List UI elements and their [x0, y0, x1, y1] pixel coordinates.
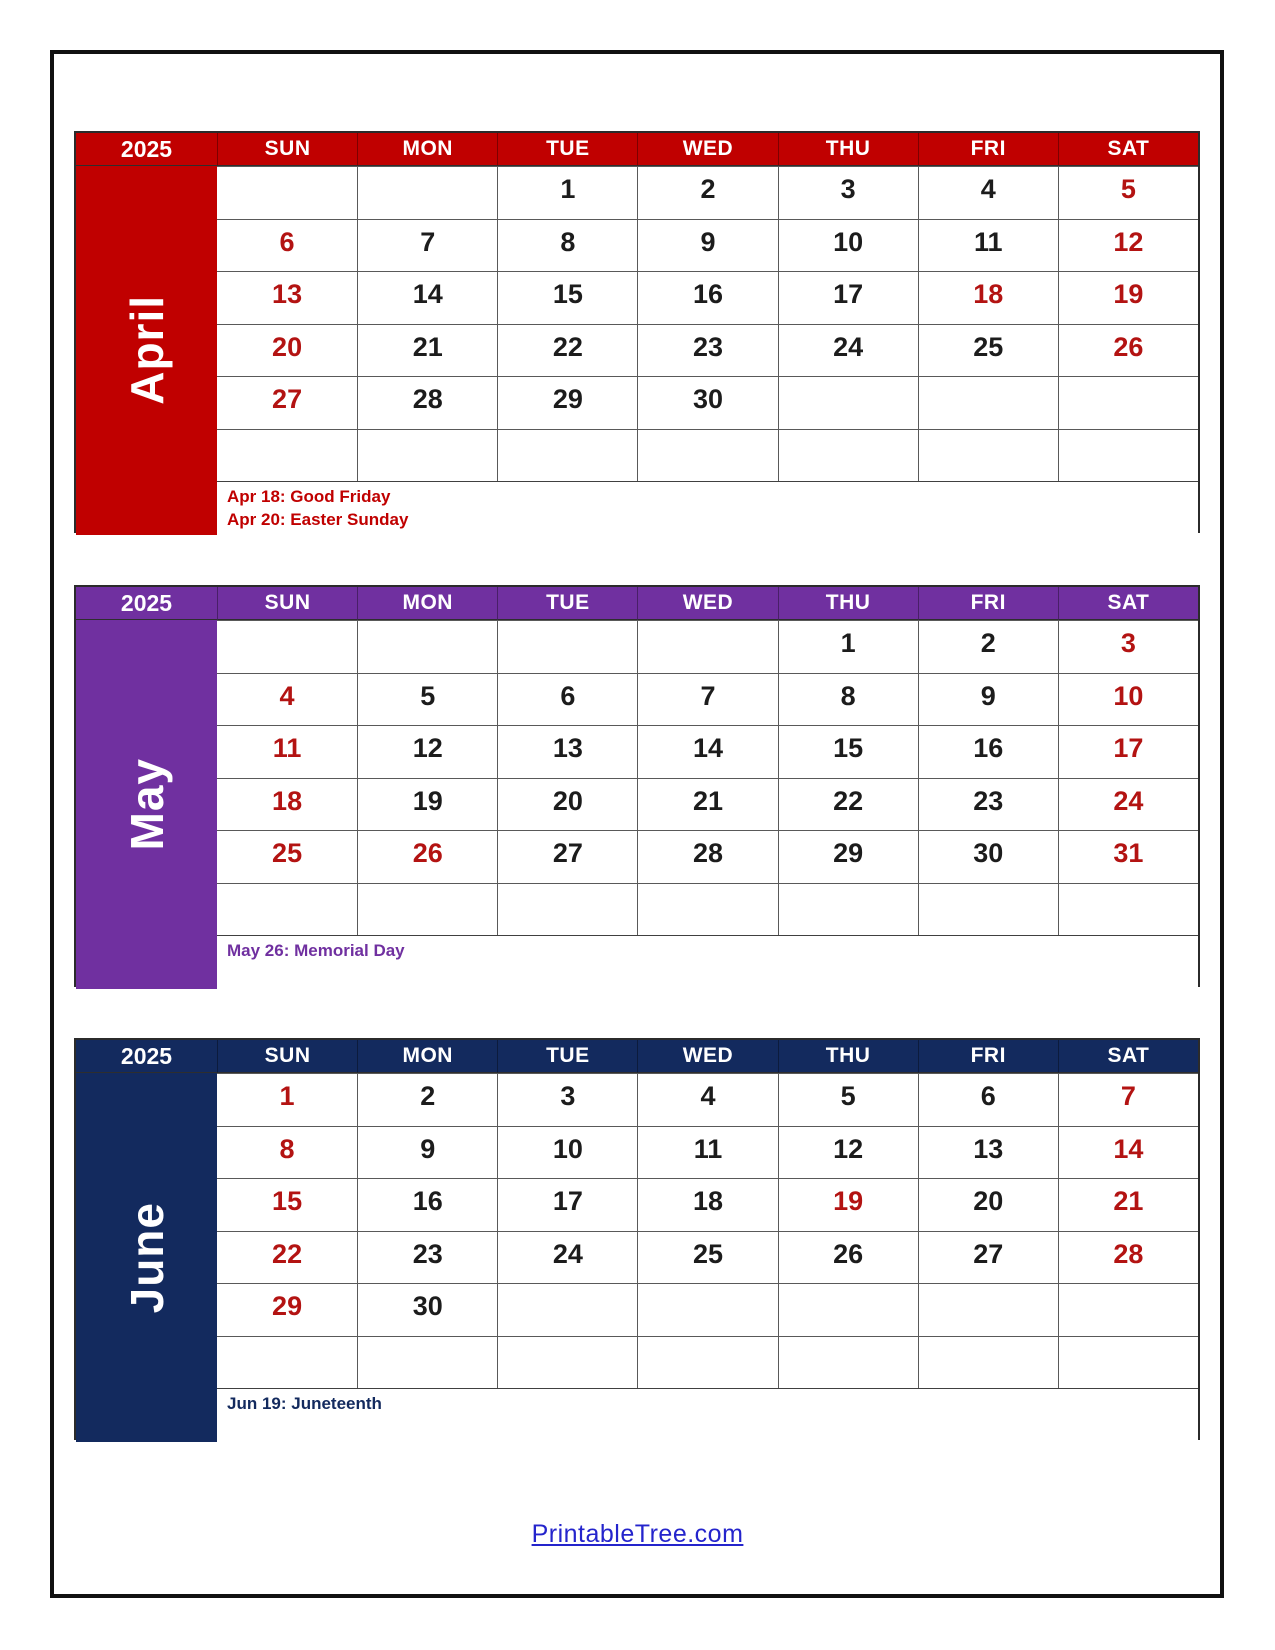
date-cell: 15: [217, 1178, 357, 1231]
date-cell: 1: [217, 1073, 357, 1126]
date-cell: 23: [357, 1231, 497, 1284]
site-link[interactable]: PrintableTree.com: [531, 1520, 744, 1548]
date-cell: 1: [497, 166, 637, 219]
day-header-wed: WED: [637, 587, 777, 620]
date-cell: 29: [217, 1283, 357, 1336]
date-cell: 11: [918, 219, 1058, 272]
empty-date-cell: [918, 1283, 1058, 1336]
date-cell: 20: [918, 1178, 1058, 1231]
date-cell: 23: [637, 324, 777, 377]
date-cell: 28: [1058, 1231, 1198, 1284]
date-cell: 29: [778, 830, 918, 883]
date-cell: 4: [637, 1073, 777, 1126]
day-header-thu: THU: [778, 587, 918, 620]
calendar-april: [74, 131, 1200, 533]
date-cell: 23: [918, 778, 1058, 831]
date-cell: 5: [778, 1073, 918, 1126]
date-cell: 16: [918, 725, 1058, 778]
month-name: June: [120, 1201, 173, 1313]
date-cell: 22: [217, 1231, 357, 1284]
date-cell: 22: [778, 778, 918, 831]
date-cell: 9: [637, 219, 777, 272]
holiday-footer: [217, 935, 1198, 989]
date-cell: 15: [497, 271, 637, 324]
empty-date-cell: [637, 1283, 777, 1336]
date-cell: 30: [918, 830, 1058, 883]
calendar-june: [74, 1038, 1200, 1440]
date-cell: 21: [1058, 1178, 1198, 1231]
date-cell: 2: [357, 1073, 497, 1126]
date-cell: 5: [1058, 166, 1198, 219]
date-cell: 17: [497, 1178, 637, 1231]
empty-date-cell: [918, 376, 1058, 429]
empty-date-cell: [637, 429, 777, 482]
date-cell: 26: [1058, 324, 1198, 377]
date-cell: 11: [217, 725, 357, 778]
empty-date-cell: [778, 1336, 918, 1389]
date-cell: 6: [497, 673, 637, 726]
day-header-thu: THU: [778, 1040, 918, 1073]
date-cell: 21: [357, 324, 497, 377]
date-cell: 26: [778, 1231, 918, 1284]
holiday-entry: Apr 18: Good Friday: [227, 487, 391, 506]
empty-date-cell: [357, 1336, 497, 1389]
date-cell: 31: [1058, 830, 1198, 883]
day-header-tue: TUE: [497, 587, 637, 620]
day-header-mon: MON: [357, 1040, 497, 1073]
date-cell: 8: [217, 1126, 357, 1179]
empty-date-cell: [497, 620, 637, 673]
empty-date-cell: [918, 429, 1058, 482]
month-name: April: [120, 295, 173, 406]
date-cell: 10: [497, 1126, 637, 1179]
date-cell: 14: [637, 725, 777, 778]
date-cell: 3: [497, 1073, 637, 1126]
date-cell: 18: [918, 271, 1058, 324]
day-header-wed: WED: [637, 133, 777, 166]
footer: [0, 1520, 1275, 1549]
date-cell: 7: [1058, 1073, 1198, 1126]
day-header-tue: TUE: [497, 133, 637, 166]
empty-date-cell: [1058, 1283, 1198, 1336]
date-cell: 24: [1058, 778, 1198, 831]
day-header-mon: MON: [357, 587, 497, 620]
date-cell: 19: [357, 778, 497, 831]
empty-date-cell: [1058, 376, 1198, 429]
empty-date-cell: [217, 166, 357, 219]
day-header-mon: MON: [357, 133, 497, 166]
month-column: [76, 1073, 217, 1442]
date-cell: 9: [918, 673, 1058, 726]
holiday-footer: [217, 481, 1198, 535]
empty-date-cell: [357, 883, 497, 936]
day-header-sat: SAT: [1058, 587, 1198, 620]
empty-date-cell: [217, 429, 357, 482]
date-cell: 1: [778, 620, 918, 673]
empty-date-cell: [637, 1336, 777, 1389]
date-cell: 5: [357, 673, 497, 726]
date-cell: 25: [217, 830, 357, 883]
date-cell: 7: [637, 673, 777, 726]
date-cell: 30: [357, 1283, 497, 1336]
date-cell: 16: [357, 1178, 497, 1231]
empty-date-cell: [778, 883, 918, 936]
date-cell: 9: [357, 1126, 497, 1179]
date-cell: 24: [778, 324, 918, 377]
empty-date-cell: [357, 429, 497, 482]
empty-date-cell: [778, 429, 918, 482]
date-cell: 28: [637, 830, 777, 883]
date-cell: 15: [778, 725, 918, 778]
empty-date-cell: [778, 1283, 918, 1336]
day-header-sun: SUN: [217, 587, 357, 620]
year-label: 2025: [76, 587, 217, 620]
day-header-sat: SAT: [1058, 133, 1198, 166]
calendar-may: [74, 585, 1200, 987]
empty-date-cell: [217, 620, 357, 673]
date-cell: 20: [217, 324, 357, 377]
empty-date-cell: [497, 1336, 637, 1389]
date-cell: 22: [497, 324, 637, 377]
date-cell: 13: [918, 1126, 1058, 1179]
holiday-entry: Jun 19: Juneteenth: [227, 1394, 382, 1413]
date-cell: 24: [497, 1231, 637, 1284]
date-cell: 11: [637, 1126, 777, 1179]
empty-date-cell: [1058, 883, 1198, 936]
date-cell: 10: [778, 219, 918, 272]
date-cell: 6: [217, 219, 357, 272]
date-cell: 4: [918, 166, 1058, 219]
date-cell: 27: [497, 830, 637, 883]
date-cell: 17: [778, 271, 918, 324]
day-header-tue: TUE: [497, 1040, 637, 1073]
empty-date-cell: [918, 883, 1058, 936]
date-cell: 7: [357, 219, 497, 272]
day-header-fri: FRI: [918, 133, 1058, 166]
date-cell: 14: [357, 271, 497, 324]
day-header-thu: THU: [778, 133, 918, 166]
date-cell: 8: [497, 219, 637, 272]
date-cell: 30: [637, 376, 777, 429]
empty-date-cell: [637, 620, 777, 673]
date-cell: 14: [1058, 1126, 1198, 1179]
month-column: [76, 620, 217, 989]
date-cell: 8: [778, 673, 918, 726]
date-cell: 25: [918, 324, 1058, 377]
date-cell: 3: [778, 166, 918, 219]
day-header-sun: SUN: [217, 1040, 357, 1073]
holiday-footer: [217, 1388, 1198, 1442]
empty-date-cell: [497, 429, 637, 482]
date-cell: 21: [637, 778, 777, 831]
date-cell: 4: [217, 673, 357, 726]
date-cell: 27: [918, 1231, 1058, 1284]
empty-date-cell: [1058, 1336, 1198, 1389]
day-header-fri: FRI: [918, 587, 1058, 620]
date-cell: 18: [637, 1178, 777, 1231]
day-header-wed: WED: [637, 1040, 777, 1073]
date-cell: 3: [1058, 620, 1198, 673]
date-cell: 12: [778, 1126, 918, 1179]
date-cell: 19: [1058, 271, 1198, 324]
empty-date-cell: [497, 883, 637, 936]
year-label: 2025: [76, 133, 217, 166]
date-cell: 18: [217, 778, 357, 831]
empty-date-cell: [357, 620, 497, 673]
holiday-entry: May 26: Memorial Day: [227, 941, 405, 960]
year-label: 2025: [76, 1040, 217, 1073]
empty-date-cell: [497, 1283, 637, 1336]
date-cell: 29: [497, 376, 637, 429]
empty-date-cell: [1058, 429, 1198, 482]
date-cell: 13: [497, 725, 637, 778]
date-cell: 26: [357, 830, 497, 883]
date-cell: 27: [217, 376, 357, 429]
month-name: May: [120, 758, 173, 851]
date-cell: 6: [918, 1073, 1058, 1126]
holiday-entry: Apr 20: Easter Sunday: [227, 509, 409, 529]
empty-date-cell: [918, 1336, 1058, 1389]
date-cell: 12: [1058, 219, 1198, 272]
date-cell: 28: [357, 376, 497, 429]
day-header-fri: FRI: [918, 1040, 1058, 1073]
day-header-sun: SUN: [217, 133, 357, 166]
month-column: [76, 166, 217, 535]
empty-date-cell: [357, 166, 497, 219]
empty-date-cell: [217, 883, 357, 936]
date-cell: 2: [637, 166, 777, 219]
date-cell: 25: [637, 1231, 777, 1284]
date-cell: 20: [497, 778, 637, 831]
empty-date-cell: [778, 376, 918, 429]
date-cell: 16: [637, 271, 777, 324]
date-cell: 2: [918, 620, 1058, 673]
date-cell: 19: [778, 1178, 918, 1231]
day-header-sat: SAT: [1058, 1040, 1198, 1073]
empty-date-cell: [637, 883, 777, 936]
date-cell: 13: [217, 271, 357, 324]
date-cell: 12: [357, 725, 497, 778]
date-cell: 10: [1058, 673, 1198, 726]
empty-date-cell: [217, 1336, 357, 1389]
date-cell: 17: [1058, 725, 1198, 778]
